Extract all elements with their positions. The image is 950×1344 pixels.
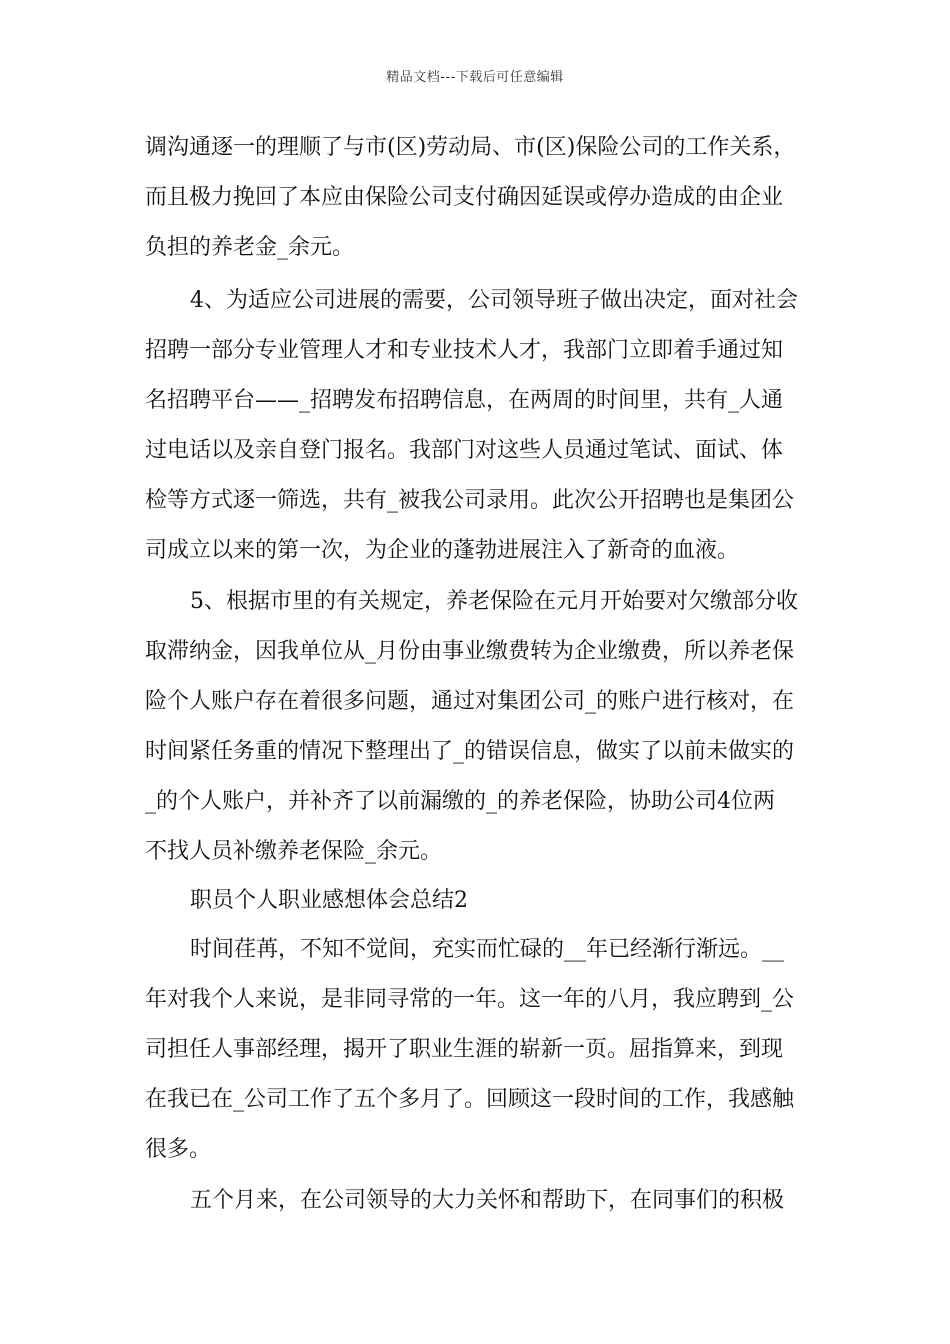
text-line: 司成立以来的第一次，为企业的蓬勃进展注入了新奇的血液。 bbox=[145, 538, 740, 563]
text-line: 在我已在_公司工作了五个多月了。回顾这一段时间的工作，我感触 bbox=[145, 1087, 795, 1112]
section-heading: 职员个人职业感想体会总结2 bbox=[190, 888, 468, 913]
paragraph-first-line: 五个月来，在公司领导的大力关怀和帮助下，在同事们的积极 bbox=[190, 1188, 785, 1213]
text-line: 险个人账户存在着很多问题，通过对集团公司_的账户进行核对，在 bbox=[145, 689, 795, 714]
text-line: 过电话以及亲自登门报名。我部门对这些人员通过笔试、面试、体 bbox=[145, 438, 784, 463]
text-line: 而且极力挽回了本应由保险公司支付确因延误或停办造成的由企业 bbox=[145, 185, 784, 210]
paragraph-first-line: 时间荏苒，不知不觉间，充实而忙碌的__年已经渐行渐远。__ bbox=[190, 937, 785, 962]
text-line: 年对我个人来说，是非同寻常的一年。这一年的八月，我应聘到_公 bbox=[145, 987, 795, 1012]
text-line: 时间紧任务重的情况下整理出了_的错误信息，做实了以前未做实的 bbox=[145, 739, 795, 764]
text-line: _的个人账户，并补齐了以前漏缴的_的养老保险，协助公司4位两 bbox=[145, 789, 775, 814]
text-line: 调沟通逐一的理顺了与市(区)劳动局、市(区)保险公司的工作关系， bbox=[145, 135, 796, 160]
text-line: 很多。 bbox=[145, 1137, 212, 1162]
text-line: 名招聘平台——_招聘发布招聘信息，在两周的时间里，共有_人通 bbox=[145, 388, 784, 413]
text-line: 取滞纳金，因我单位从_月份由事业缴费转为企业缴费，所以养老保 bbox=[145, 639, 795, 664]
text-line: 招聘一部分专业管理人才和专业技术人才，我部门立即着手通过知 bbox=[145, 338, 784, 363]
text-line: 负担的养老金_余元。 bbox=[145, 235, 355, 260]
paragraph-first-line: 5、根据市里的有关规定，养老保险在元月开始要对欠缴部分收 bbox=[190, 589, 798, 614]
paragraph-first-line: 4、为适应公司进展的需要，公司领导班子做出决定，面对社会 bbox=[190, 288, 798, 313]
page-header: 精品文档---下载后可任意编辑 bbox=[386, 70, 564, 85]
text-line: 司担任人事部经理，揭开了职业生涯的崭新一页。屈指算来，到现 bbox=[145, 1037, 784, 1062]
text-line: 检等方式逐一筛选，共有_被我公司录用。此次公开招聘也是集团公 bbox=[145, 488, 795, 513]
text-line: 不找人员补缴养老保险_余元。 bbox=[145, 839, 443, 864]
